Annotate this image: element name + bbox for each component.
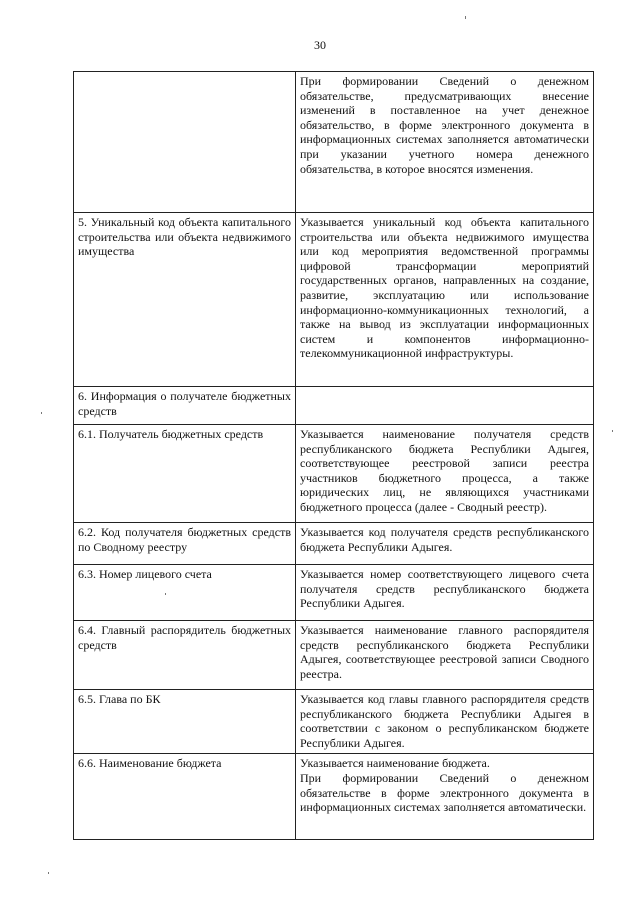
field-name-cell: 5. Уникальный код объекта капитального строительства или объекта недвижимого имущества [74, 213, 296, 387]
field-name-cell: 6.4. Главный распорядитель бюджетных средств [74, 621, 296, 690]
table-row [74, 754, 594, 840]
description-paragraph: При формировании Сведений о денежном обязательстве, предусматривающих внесение изменений в поставленное на учет денежное обязательство, в форме электронного документа в информационных системах заполняется автоматически при указании учетного номера денежного обязательства, в которое вносятся изменения. [300, 74, 589, 176]
field-description-cell [296, 621, 594, 690]
scan-speck [465, 16, 466, 19]
table-row [74, 565, 594, 621]
requirements-table [73, 71, 594, 840]
field-name-cell: 6.1. Получатель бюджетных средств [74, 425, 296, 523]
scan-speck [48, 872, 49, 874]
page-number: 30 [314, 38, 326, 52]
field-name-cell: 6.5. Глава по БК [74, 690, 296, 754]
table-row [74, 690, 594, 754]
description-paragraph: При формировании Сведений о денежном обязательстве в форме электронного документа в информационных системах заполняется автоматически. [300, 770, 589, 815]
field-description-cell [296, 523, 594, 565]
field-description-cell [296, 565, 594, 621]
field-description-cell [296, 387, 594, 425]
description-paragraph: Указывается наименование главного распорядителя средств республиканского бюджета Республики Адыгея, соответствующее реестровой записи Сводного реестра. [300, 623, 589, 681]
field-description-cell [296, 72, 594, 213]
field-name-cell [74, 72, 296, 213]
scan-speck [612, 430, 613, 432]
field-description-cell [296, 213, 594, 387]
description-paragraph: Указывается код получателя средств республиканского бюджета Республики Адыгея. [300, 525, 589, 554]
description-paragraph: Указывается код главы главного распорядителя средств республиканского бюджета Республики Адыгея в соответствии с законом о республиканском бюджете Республики Адыгея. [300, 692, 589, 750]
description-paragraph: Указывается наименование получателя средств республиканского бюджета Республики Адыгея, соответствующее реестровой записи реестра участников бюджетного процесса, а также юридических лиц, не являющихся участниками бюджетного процесса (далее - Сводный реестр). [300, 427, 589, 514]
field-name-cell: 6.2. Код получателя бюджетных средств по Сводному реестру [74, 523, 296, 565]
field-name-cell: 6.3. Номер лицевого счета [74, 565, 296, 621]
table-row [74, 523, 594, 565]
description-paragraph: Указывается уникальный код объекта капитального строительства или объекта недвижимого имущества или код мероприятия ведомственной программы цифровой трансформации мероприятий государственных органов, направленных на создание, развитие, эксплуатацию или использование информационно-коммуникационных технологий, а также на вывод из эксплуатации информационных систем и компонентов информационно-телекоммуникационной инфраструктуры. [300, 215, 589, 361]
description-paragraph: Указывается наименование бюджета. [300, 756, 490, 771]
table-row [74, 72, 594, 213]
field-name-cell: 6.6. Наименование бюджета [74, 754, 296, 840]
field-name-cell: 6. Информация о получателе бюджетных средств [74, 387, 296, 425]
table-row [74, 387, 594, 425]
field-description-cell [296, 690, 594, 754]
table-row [74, 621, 594, 690]
scan-speck [165, 593, 166, 595]
description-paragraph: Указывается номер соответствующего лицевого счета получателя средств республиканского бюджета Республики Адыгея. [300, 567, 589, 611]
field-description-cell [296, 754, 594, 840]
table-row [74, 213, 594, 387]
scan-speck [41, 412, 42, 414]
table-row [74, 425, 594, 523]
field-description-cell [296, 425, 594, 523]
